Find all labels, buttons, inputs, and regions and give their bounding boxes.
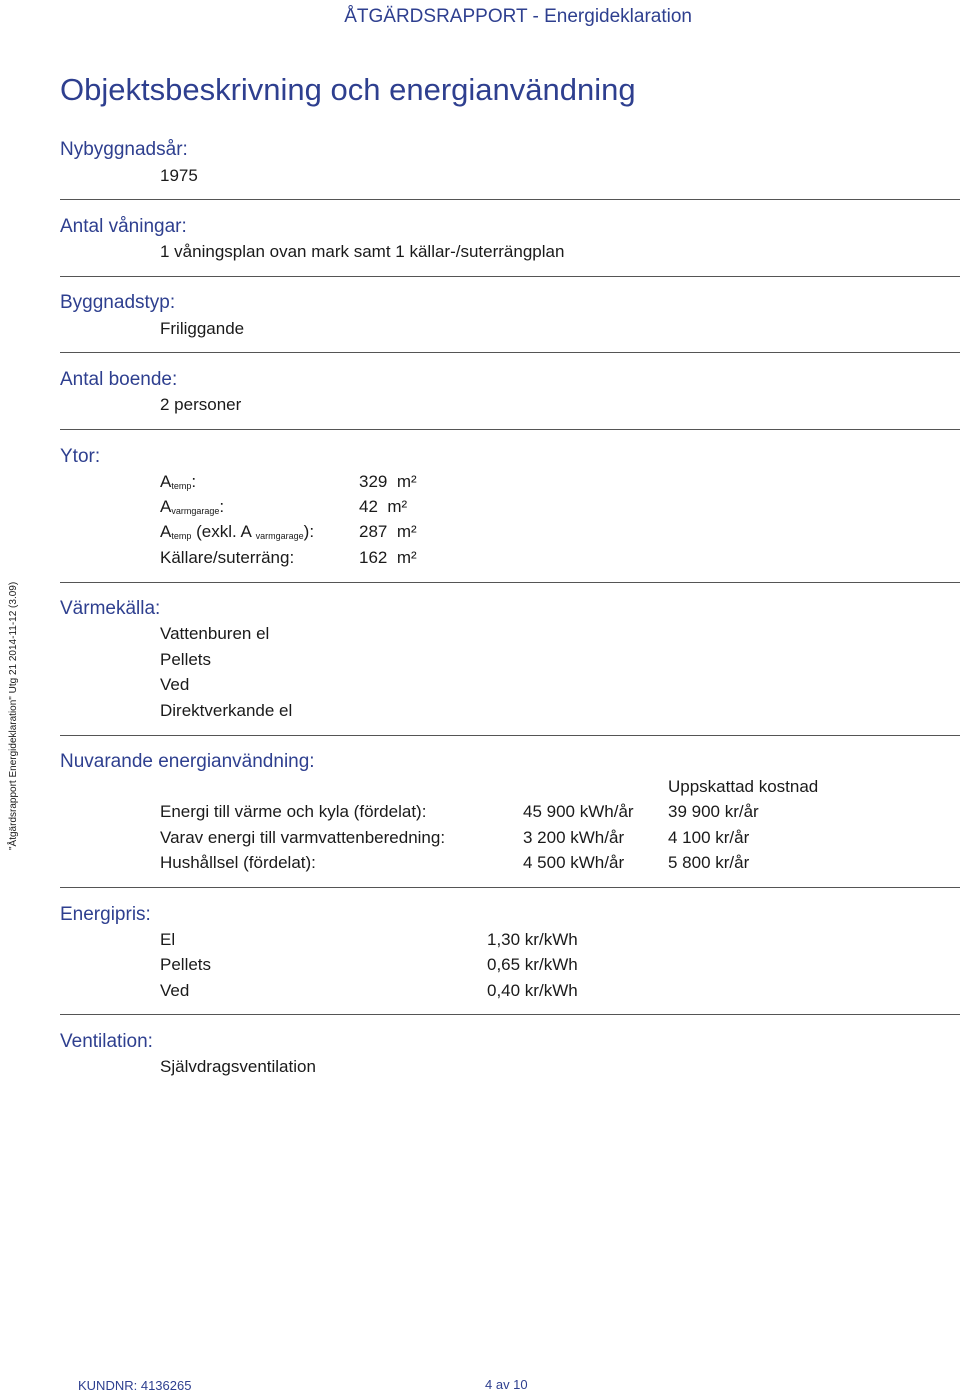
page-title: Objektsbeskrivning och energianvändning [60, 72, 636, 107]
energipris-name: Ved [160, 981, 190, 1000]
ventilation-label: Ventilation: [60, 1031, 153, 1052]
energy-row-kwh: 4 500 kWh/år [523, 853, 625, 872]
energipris-price: 0,40 kr/kWh [487, 981, 578, 1000]
divider [60, 199, 960, 200]
varmekalla-item: Ved [160, 675, 190, 694]
nybyggnadsar-value: 1975 [160, 166, 198, 185]
ytor-avarmgarage-value: 42 m² [359, 497, 408, 516]
varmekalla-item: Vattenburen el [160, 624, 270, 643]
divider [60, 582, 960, 583]
ytor-atemp-value: 329 m² [359, 472, 417, 491]
divider [60, 352, 960, 353]
divider [60, 887, 960, 888]
energianvandning-label: Nuvarande energianvändning: [60, 751, 315, 772]
antal-vaningar-label: Antal våningar: [60, 216, 187, 237]
ytor-atemp-exkl-label: $A_{temp}$ (exkl. A $_{varmgarage}$): [160, 522, 315, 541]
divider [60, 429, 960, 430]
divider [60, 1014, 960, 1015]
byggnadstyp-label: Byggnadstyp: [60, 292, 176, 313]
energy-row-cost: 5 800 kr/år [668, 853, 750, 872]
ytor-kallare-label: Källare/suterräng: [160, 548, 295, 567]
varmekalla-item: Pellets [160, 650, 212, 669]
energipris-name: El [160, 930, 176, 949]
divider [60, 276, 960, 277]
report-header: ÅTGÄRDSRAPPORT - Energideklaration [344, 6, 692, 27]
energy-row-kwh: 45 900 kWh/år [523, 802, 634, 821]
divider [60, 735, 960, 736]
energy-row-desc: Hushållsel (fördelat): [160, 853, 316, 872]
energy-row-desc: Varav energi till varmvattenberedning: [160, 828, 446, 847]
energipris-price: 1,30 kr/kWh [487, 930, 578, 949]
energy-row-desc: Energi till värme och kyla (fördelat): [160, 802, 427, 821]
energy-row-cost: 39 900 kr/år [668, 802, 759, 821]
energipris-label: Energipris: [60, 904, 151, 925]
energy-row-kwh: 3 200 kWh/år [523, 828, 625, 847]
energy-row-cost: 4 100 kr/år [668, 828, 750, 847]
ytor-atemp-exkl-value: 287 m² [359, 522, 417, 541]
varmekalla-item: Direktverkande el [160, 701, 293, 720]
energipris-name: Pellets [160, 955, 212, 974]
cost-column-header: Uppskattad kostnad [668, 777, 819, 796]
varmekalla-label: Värmekälla: [60, 598, 161, 619]
byggnadstyp-value: Friliggande [160, 319, 245, 338]
footer-page-number: 4 av 10 [485, 1377, 528, 1392]
nybyggnadsar-label: Nybyggnadsår: [60, 139, 188, 160]
ventilation-value: Självdragsventilation [160, 1057, 316, 1076]
ytor-avarmgarage-label: $A_{varmgarage}$: [160, 497, 225, 516]
ytor-kallare-value: 162 m² [359, 548, 417, 567]
footer-kundnr: KUNDNR: 4136265 [78, 1378, 192, 1393]
energipris-price: 0,65 kr/kWh [487, 955, 578, 974]
ytor-atemp-label: $A_{temp}$: [160, 472, 197, 491]
antal-boende-label: Antal boende: [60, 369, 178, 390]
sidebar-version-text: "Åtgärdsrapport Energideklaration" Utg 21 2014-11-12 (3.09) [8, 581, 19, 850]
ytor-label: Ytor: [60, 446, 101, 467]
antal-vaningar-value: 1 våningsplan ovan mark samt 1 källar-/suterrängplan [160, 242, 565, 261]
antal-boende-value: 2 personer [160, 395, 242, 414]
